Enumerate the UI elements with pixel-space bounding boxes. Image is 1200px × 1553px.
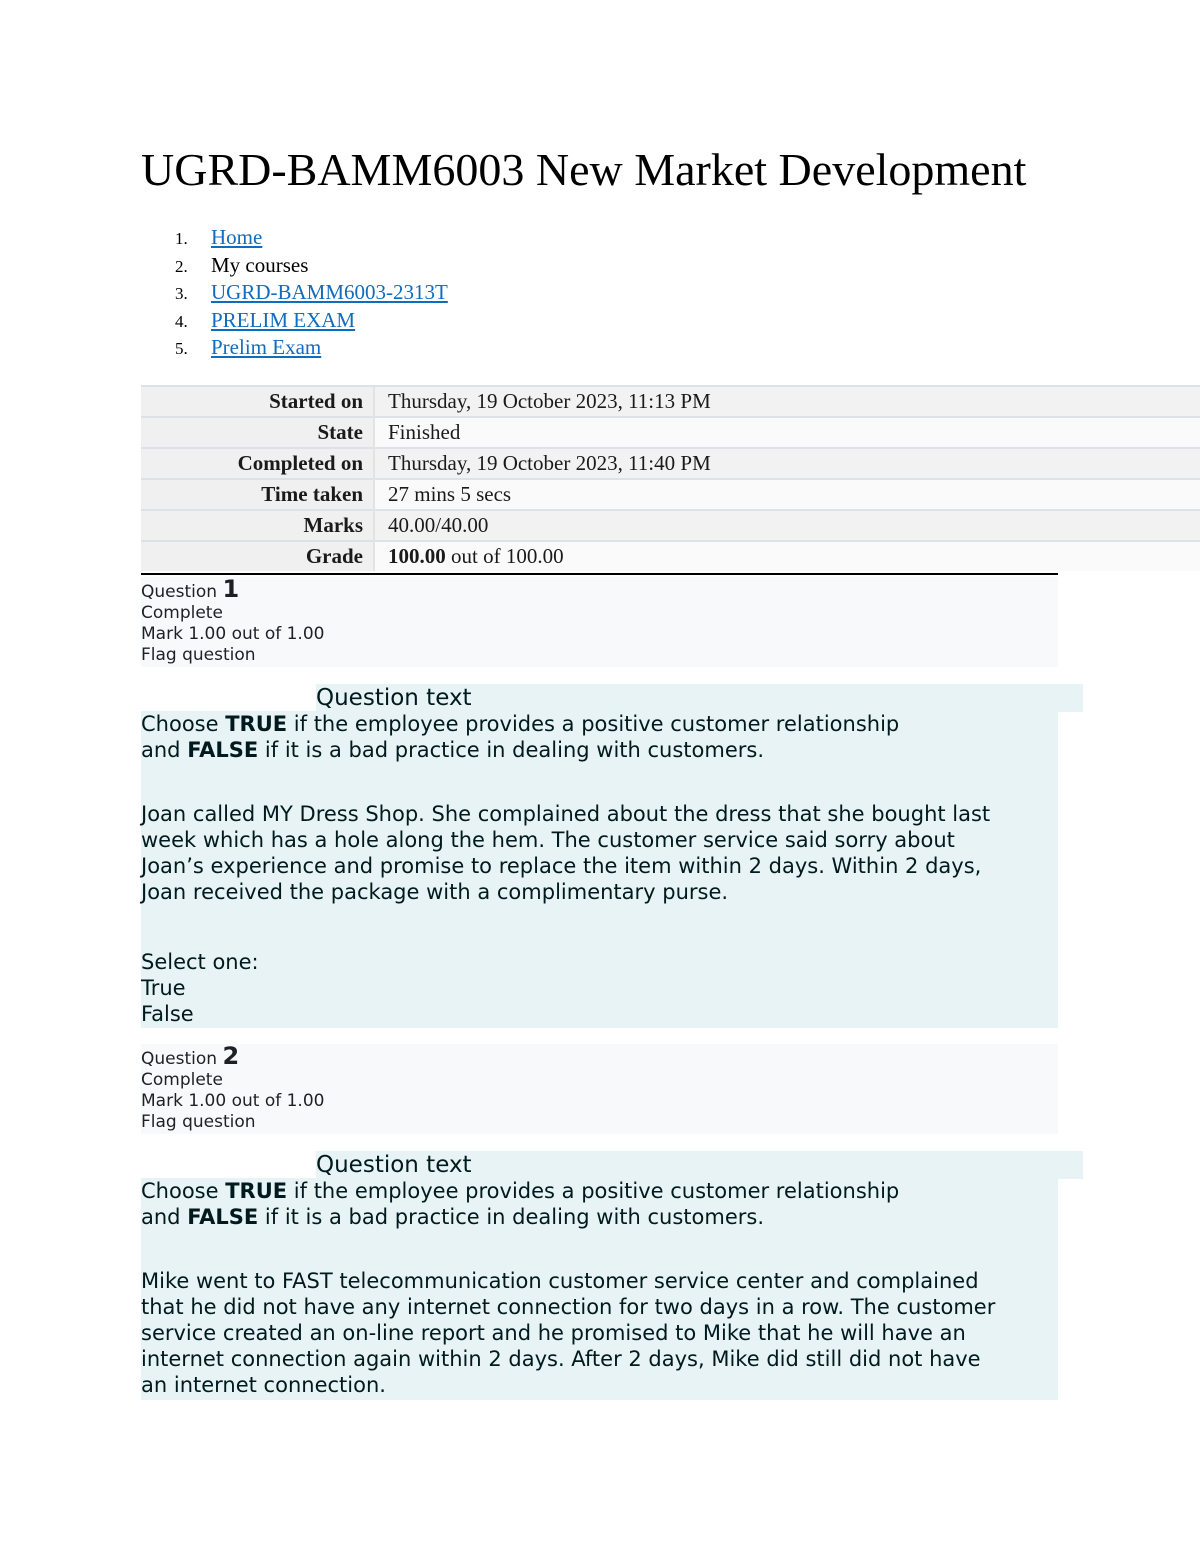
summary-row-completed xyxy=(141,448,1200,479)
summary-row-time-taken xyxy=(141,479,1200,510)
instruction-line xyxy=(141,711,1058,737)
breadcrumb-link-section[interactable]: PRELIM EXAM xyxy=(211,307,356,332)
attempt-summary-table xyxy=(141,385,1200,571)
scenario-line: an internet connection. xyxy=(141,1373,386,1397)
instruction-false: FALSE xyxy=(187,738,259,762)
question-heading xyxy=(141,1042,1058,1070)
instruction-text: if the employee provides a positive customer relationship xyxy=(287,1179,900,1203)
breadcrumb xyxy=(141,224,448,362)
instruction-true: TRUE xyxy=(225,1179,288,1203)
select-one-label: Select one: xyxy=(141,950,259,974)
instruction-text: if it is a bad practice in dealing with customers. xyxy=(258,1205,764,1229)
flag-question-link[interactable]: Flag question xyxy=(141,1112,256,1132)
instruction-text: and xyxy=(141,1205,188,1229)
question-number: 1 xyxy=(222,575,240,603)
answer-option-true[interactable]: True xyxy=(141,976,186,1000)
scenario-line: internet connection again within 2 days. After 2 days, Mike did still did not have xyxy=(141,1347,981,1371)
instruction-text: Choose xyxy=(141,712,226,736)
instruction-line xyxy=(141,1178,1058,1204)
question-heading xyxy=(141,575,1058,603)
flag-question-link[interactable]: Flag question xyxy=(141,645,256,665)
summary-row-grade xyxy=(141,541,1200,571)
summary-value: Finished xyxy=(374,417,1200,448)
question-info-1 xyxy=(141,577,1058,667)
question-text-heading: Question text xyxy=(316,1151,1083,1179)
breadcrumb-number: 5. xyxy=(175,339,188,358)
breadcrumb-number: 4. xyxy=(175,311,188,331)
breadcrumb-item-section xyxy=(141,307,448,335)
question-mark: Mark 1.00 out of 1.00 xyxy=(141,624,325,644)
summary-value xyxy=(374,541,1200,571)
summary-label: State xyxy=(141,417,374,448)
grade-score: 100.00 xyxy=(388,544,446,568)
instruction-text: if the employee provides a positive customer relationship xyxy=(287,712,900,736)
question-status: Complete xyxy=(141,1070,223,1090)
instruction-line xyxy=(141,737,1058,763)
breadcrumb-item-home xyxy=(141,224,448,252)
breadcrumb-number: 2. xyxy=(175,256,188,276)
summary-divider xyxy=(141,573,1058,575)
breadcrumb-text-my-courses: My courses xyxy=(211,252,309,277)
breadcrumb-item-course xyxy=(141,279,448,307)
instruction-text: and xyxy=(141,738,188,762)
summary-label: Time taken xyxy=(141,479,374,510)
breadcrumb-link-quiz[interactable]: Prelim Exam xyxy=(211,335,322,359)
instruction-false: FALSE xyxy=(187,1205,259,1229)
question-mark: Mark 1.00 out of 1.00 xyxy=(141,1091,325,1111)
instruction-text: Choose xyxy=(141,1179,226,1203)
question-number: 2 xyxy=(222,1042,240,1070)
instruction-true: TRUE xyxy=(225,712,288,736)
question-status: Complete xyxy=(141,603,223,623)
scenario-line: that he did not have any internet connection for two days in a row. The customer xyxy=(141,1295,996,1319)
scenario-line: service created an on-line report and he promised to Mike that he will have an xyxy=(141,1321,966,1345)
summary-label: Marks xyxy=(141,510,374,541)
breadcrumb-number: 1. xyxy=(175,229,188,248)
question-content-2 xyxy=(141,1178,1058,1400)
instruction-line xyxy=(141,1204,1058,1230)
question-text-heading: Question text xyxy=(316,684,1083,712)
scenario-line: Joan called MY Dress Shop. She complained about the dress that she bought last xyxy=(141,802,991,826)
grade-total: out of 100.00 xyxy=(445,544,564,568)
summary-row-marks xyxy=(141,510,1200,541)
summary-label: Grade xyxy=(141,541,374,571)
question-info-2 xyxy=(141,1044,1058,1134)
scenario-line: Joan’s experience and promise to replace the item within 2 days. Within 2 days, xyxy=(141,854,982,878)
summary-value: Thursday, 19 October 2023, 11:40 PM xyxy=(374,448,1200,479)
scenario-line: Mike went to FAST telecommunication customer service center and complained xyxy=(141,1269,979,1293)
summary-row-state xyxy=(141,417,1200,448)
question-prefix: Question xyxy=(141,1049,223,1069)
answer-option-false[interactable]: False xyxy=(141,1002,194,1026)
summary-row-started xyxy=(141,386,1200,417)
summary-label: Completed on xyxy=(141,448,374,479)
page-title: UGRD-BAMM6003 New Market Development xyxy=(141,144,1027,195)
question-prefix: Question xyxy=(141,582,223,602)
breadcrumb-number: 3. xyxy=(175,284,188,303)
scenario-line: Joan received the package with a complimentary purse. xyxy=(141,880,729,904)
instruction-text: if it is a bad practice in dealing with customers. xyxy=(258,738,764,762)
question-content-1 xyxy=(141,711,1058,1028)
summary-label: Started on xyxy=(141,386,374,417)
summary-value: 40.00/40.00 xyxy=(374,510,1200,541)
breadcrumb-link-home[interactable]: Home xyxy=(211,225,263,249)
breadcrumb-link-course[interactable]: UGRD-BAMM6003-2313T xyxy=(211,280,448,304)
scenario-line: week which has a hole along the hem. The customer service said sorry about xyxy=(141,828,955,852)
breadcrumb-item-my-courses xyxy=(141,252,448,280)
breadcrumb-item-quiz xyxy=(141,334,448,362)
summary-value: 27 mins 5 secs xyxy=(374,479,1200,510)
summary-value: Thursday, 19 October 2023, 11:13 PM xyxy=(374,386,1200,417)
